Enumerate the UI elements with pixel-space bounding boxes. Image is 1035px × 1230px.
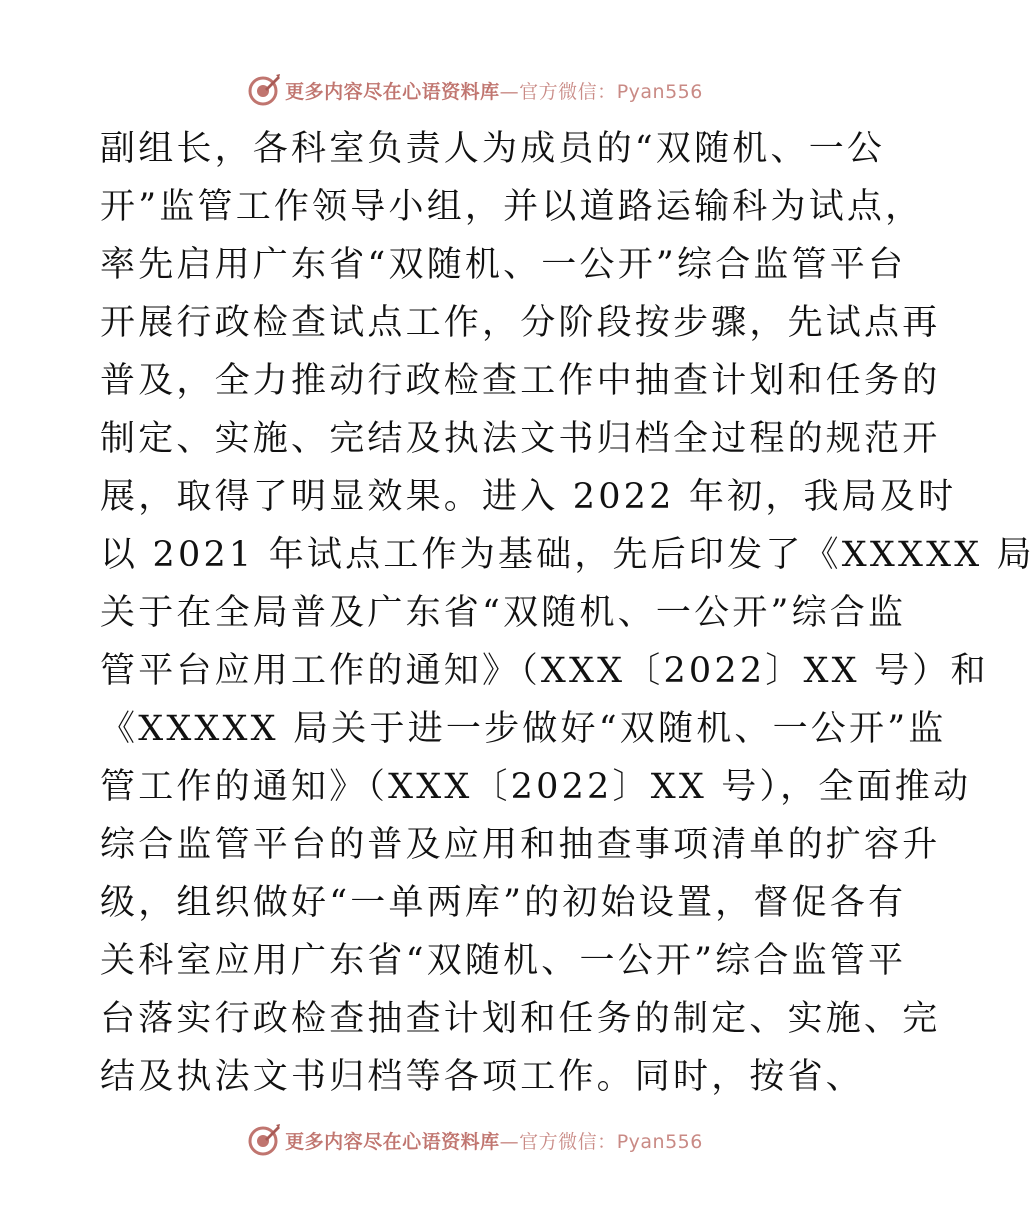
- document-body: [100, 120, 1035, 1106]
- text-line: 管工作的通知》（XXX〔2022〕XX 号），全面推动: [100, 767, 972, 807]
- watermark-text: [285, 77, 703, 104]
- footer-watermark: [0, 1120, 950, 1160]
- watermark-wechat-id: Pyan556: [616, 80, 703, 103]
- text-line: 关科室应用广东省“双随机、一公开”综合监管平: [100, 941, 907, 981]
- watermark-wechat-id: Pyan556: [616, 1130, 703, 1153]
- text-line: 关于在全局普及广东省“双随机、一公开”综合监: [100, 593, 907, 633]
- watermark-main-text: 更多内容尽在心语资料库: [285, 1130, 500, 1153]
- text-line: 展，取得了明显效果。进入 2022 年初，我局及时: [100, 477, 957, 517]
- watermark-wechat-label: 官方微信：: [519, 80, 617, 103]
- text-line: 级，组织做好“一单两库”的初始设置，督促各有: [100, 883, 907, 923]
- watermark-separator: —: [499, 80, 520, 103]
- text-line: 开展行政检查试点工作，分阶段按步骤，先试点再: [100, 303, 941, 343]
- text-line: 台落实行政检查抽查计划和任务的制定、实施、完: [100, 999, 941, 1039]
- text-line: 综合监管平台的普及应用和抽查事项清单的扩容升: [100, 825, 941, 865]
- watermark-separator: —: [499, 1130, 520, 1153]
- watermark-text: [285, 1127, 703, 1154]
- watermark-main-text: 更多内容尽在心语资料库: [285, 80, 500, 103]
- text-line: 以 2021 年试点工作为基础，先后印发了《XXXXX 局: [100, 535, 1035, 575]
- quill-logo-icon: [247, 73, 281, 107]
- text-line: 开”监管工作领导小组，并以道路运输科为试点，: [100, 187, 924, 227]
- text-line: 管平台应用工作的通知》（XXX〔2022〕XX 号）和: [100, 651, 989, 691]
- text-line: 率先启用广东省“双随机、一公开”综合监管平台: [100, 245, 907, 285]
- header-watermark: [0, 70, 950, 110]
- text-line: 《XXXXX 局关于进一步做好“双随机、一公开”监: [100, 709, 947, 749]
- text-line: 副组长，各科室负责人为成员的“双随机、一公: [100, 129, 886, 169]
- quill-logo-icon: [247, 1123, 281, 1157]
- watermark-wechat-label: 官方微信：: [519, 1130, 617, 1153]
- text-line: 结及执法文书归档等各项工作。同时，按省、: [100, 1057, 865, 1097]
- text-line: 普及，全力推动行政检查工作中抽查计划和任务的: [100, 361, 941, 401]
- text-line: 制定、实施、完结及执法文书归档全过程的规范开: [100, 419, 941, 459]
